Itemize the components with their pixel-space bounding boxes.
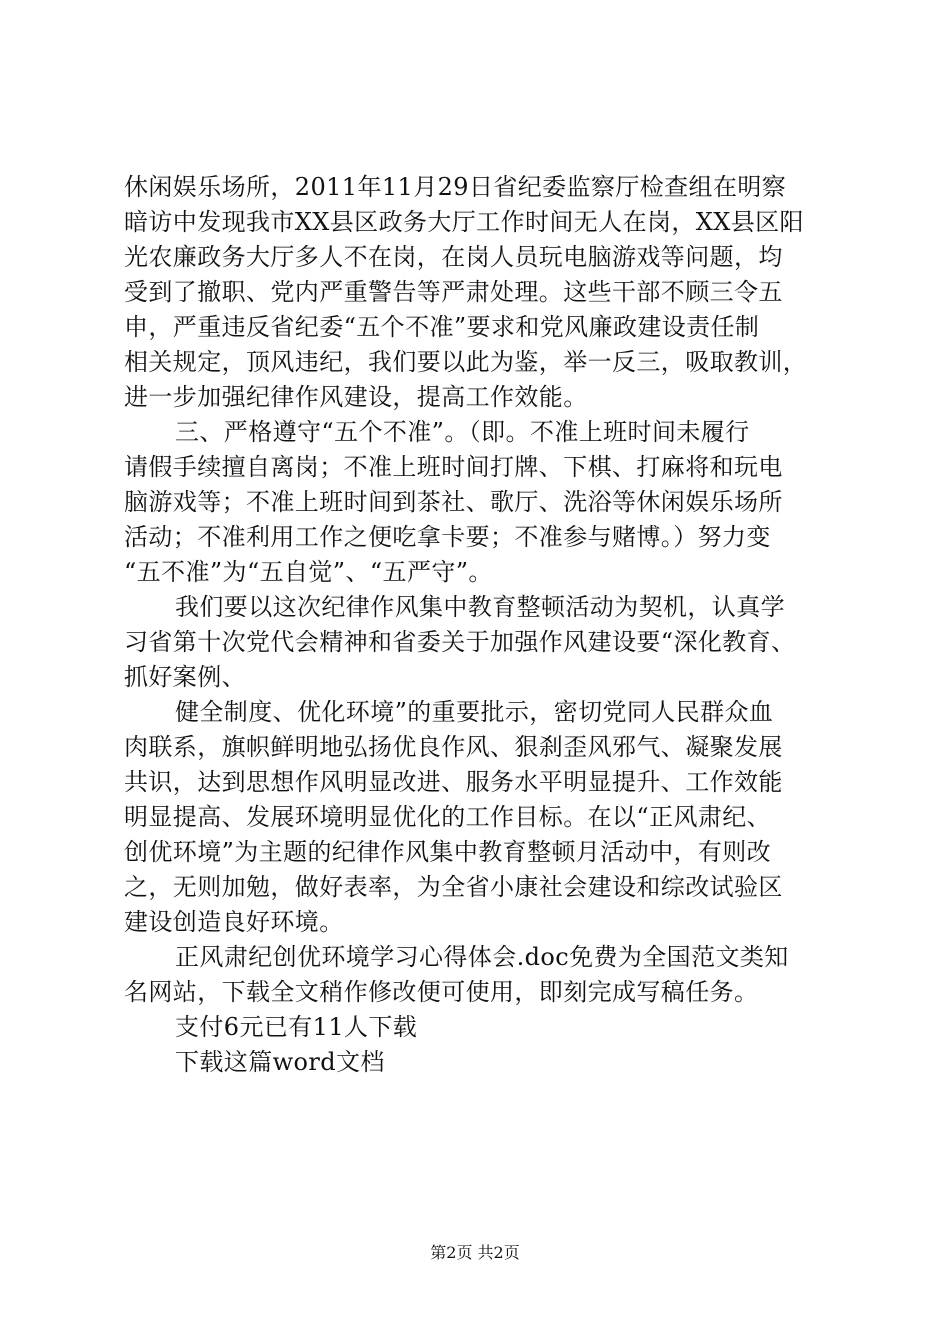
download-document-link[interactable]: 下载这篇word文档 — [175, 1048, 385, 1076]
text-line: 我们要以这次纪律作风集中教育整顿活动为契机，认真学 — [175, 593, 785, 621]
download-count-text: 支付6元已有11人下载 — [175, 1013, 418, 1041]
text-line: 明显提高、发展环境明显优化的工作目标。在以“正风肃纪、 — [124, 803, 772, 831]
text-line: 休闲娱乐场所，2011年11月29日省纪委监察厅检查组在明察 — [124, 173, 787, 201]
text-line: 光农廉政务大厅多人不在岗，在岗人员玩电脑游戏等问题，均 — [124, 243, 783, 271]
text-line: 肉联系，旗帜鲜明地弘扬优良作风、狠刹歪风邪气、凝聚发展 — [124, 733, 783, 761]
page-footer: 第2页 共2页 — [430, 1243, 520, 1262]
text-line: 抓好案例、 — [124, 663, 246, 691]
text-line: 建设创造良好环境。 — [124, 908, 344, 936]
text-line: 活动；不准利用工作之便吃拿卡要；不准参与赌博。）努力变 — [124, 523, 771, 551]
text-line: 暗访中发现我市XX县区政务大厅工作时间无人在岗，XX县区阳 — [124, 208, 804, 236]
text-line: 进一步加强纪律作风建设，提高工作效能。 — [124, 383, 588, 411]
text-line: 脑游戏等；不准上班时间到茶社、歌厅、洗浴等休闲娱乐场所 — [124, 488, 783, 516]
text-line: 请假手续擅自离岗；不准上班时间打牌、下棋、打麻将和玩电 — [124, 453, 783, 481]
text-line: 之，无则加勉，做好表率，为全省小康社会建设和综改试验区 — [124, 873, 783, 901]
text-line: 正风肃纪创优环境学习心得体会.doc免费为全国范文类知 — [175, 943, 789, 971]
text-line: “五不准”为“五自觉”、“五严守”。 — [124, 558, 493, 586]
text-line: 健全制度、优化环境”的重要批示，密切党同人民群众血 — [175, 698, 774, 726]
document-body — [124, 170, 864, 1080]
text-line: 创优环境”为主题的纪律作风集中教育整顿月活动中，有则改 — [124, 838, 772, 866]
section-heading-line: 三、严格遵守“五个不准”。（即。不准上班时间未履行 — [175, 418, 750, 446]
text-line: 共识，达到思想作风明显改进、服务水平明显提升、工作效能 — [124, 768, 783, 796]
text-line: 相关规定，顶风违纪，我们要以此为鉴，举一反三，吸取教训， — [124, 348, 808, 376]
text-line: 申，严重违反省纪委“五个不准”要求和党风廉政建设责任制 — [124, 313, 760, 341]
text-line: 名网站，下载全文稍作修改便可使用，即刻完成写稿任务。 — [124, 978, 759, 1006]
text-line: 习省第十次党代会精神和省委关于加强作风建设要“深化教育、 — [124, 628, 796, 656]
text-line: 受到了撤职、党内严重警告等严肃处理。这些干部不顾三令五 — [124, 278, 783, 306]
